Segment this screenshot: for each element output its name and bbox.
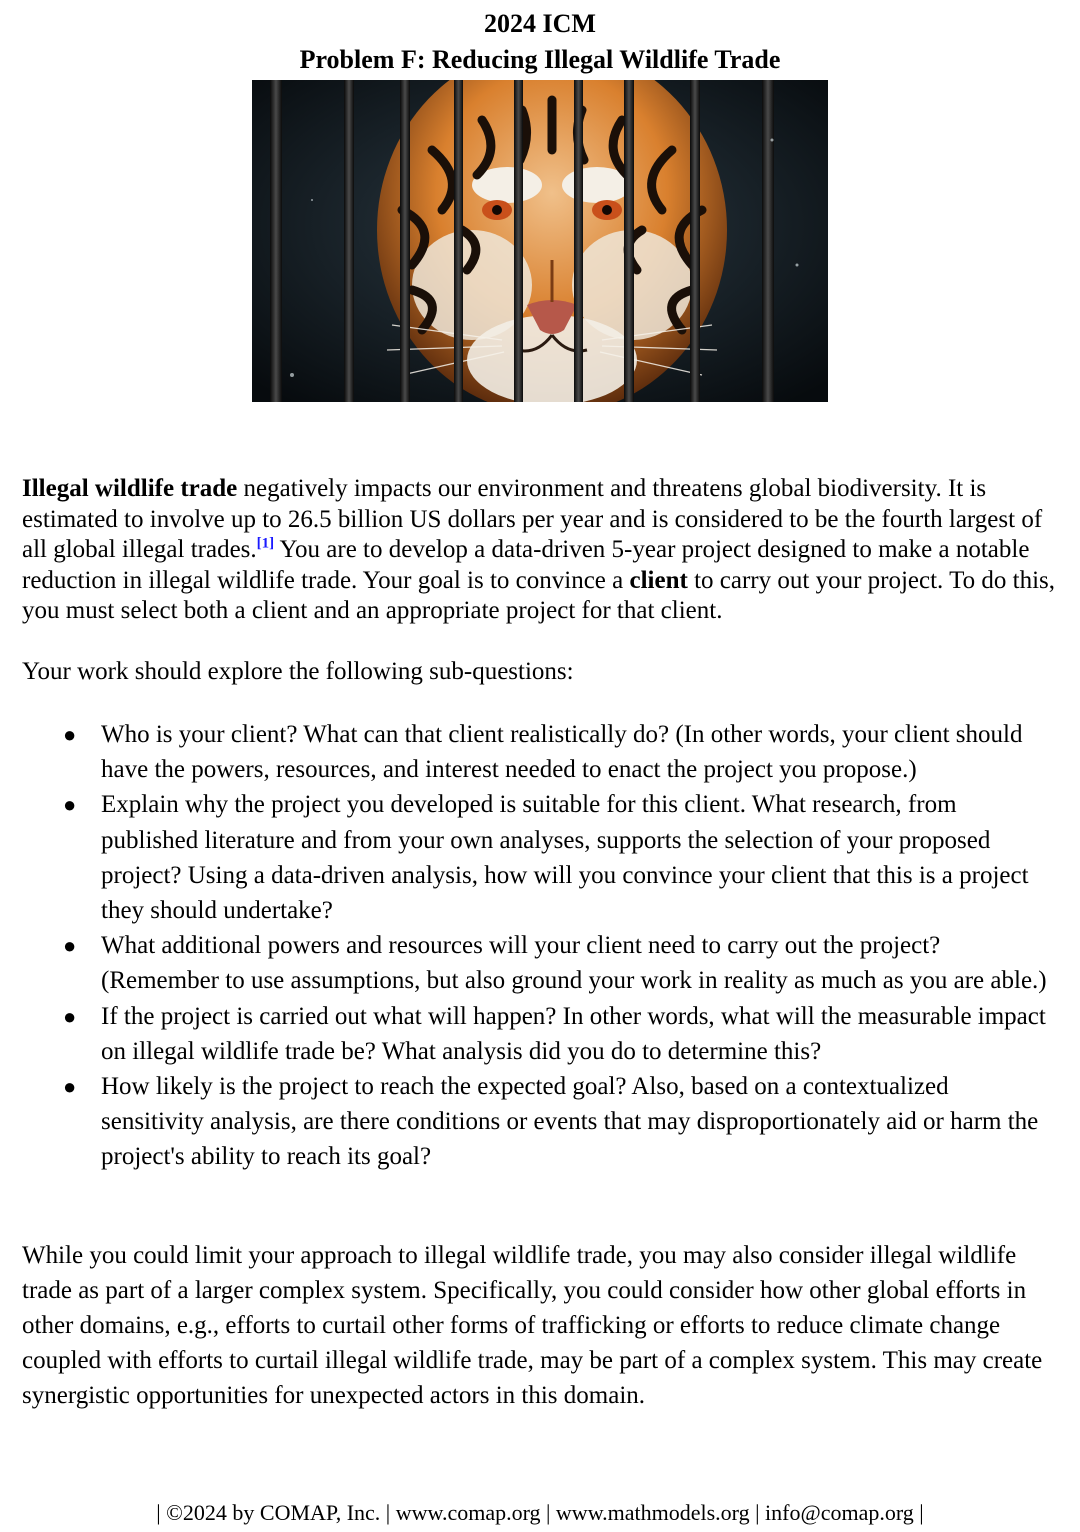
page-title: 2024 ICM — [484, 9, 596, 38]
subquestion-text: Explain why the project you developed is suitable for this client. What research, from published literature and from your own analyses, supports the selection of your proposed project? Using a data-driven analysis, how will you convince your client that this is a project they should undertake? — [101, 791, 1029, 925]
bullet-icon: ● — [63, 792, 77, 818]
subquestions-intro: Your work should explore the following sub-questions: — [22, 658, 574, 685]
closing-paragraph: While you could limit your approach to illegal wildlife trade, you may also consider illegal wildlife trade as part of a larger complex system. Specifically, you could consider how other global efforts in other domains, e.g., efforts to curtail other forms of trafficking or efforts to reduce climate change coupled with efforts to curtail illegal wildlife trade, may be part of a complex system. This may create synergistic opportunities for unexpected actors in this domain. — [22, 1242, 1043, 1409]
subquestion-text: Who is your client? What can that client realistically do? (In other words, your client should have the powers, resources, and interest needed to enact the project you propose.) — [101, 721, 1023, 784]
list-item — [0, 928, 1080, 998]
intro-bold-lead: Illegal wildlife trade — [22, 475, 238, 502]
bullet-icon: ● — [63, 1074, 77, 1100]
intro-text-a: negatively impacts our environment and threatens global biodiversity. It is estimated to involve up to 26.5 billion US dollars per year and is considered to be the fourth largest of all global illegal trades. — [22, 475, 1043, 563]
subquestions-list — [0, 717, 1080, 1175]
intro-bold-client: client — [629, 566, 688, 594]
list-item — [0, 787, 1080, 928]
bullet-icon: ● — [63, 933, 77, 959]
tiger-cage-image — [252, 80, 828, 402]
citation-link[interactable]: [1] — [256, 535, 275, 552]
intro-paragraph — [22, 474, 1058, 627]
subquestion-text: If the project is carried out what will happen? In other words, what will the measurable impact on illegal wildlife trade be? What analysis did you do to determine this? — [101, 1002, 1046, 1065]
problem-title: Problem F: Reducing Illegal Wildlife Trade — [299, 45, 781, 74]
subquestion-text: How likely is the project to reach the expected goal? Also, based on a contextualized sensitivity analysis, are there conditions or events that may disproportionately aid or harm the project's ability to reach its goal? — [101, 1073, 1039, 1171]
intro-text-c: to carry out your project. To do this, you must select both a client and an appropriate project for that client. — [22, 566, 1055, 624]
list-item — [0, 1069, 1080, 1175]
bullet-icon: ● — [63, 722, 77, 747]
list-item — [0, 999, 1080, 1069]
footer-contact: | ©2024 by COMAP, Inc. | www.comap.org | www.mathmodels.org | info@comap.org | — [156, 1500, 924, 1525]
bullet-icon: ● — [63, 1003, 77, 1029]
intro-text-b: You are to develop a data-driven 5-year project designed to make a notable reduction in illegal wildlife trade. Your goal is to convince a — [22, 536, 1030, 594]
list-item — [0, 717, 1080, 787]
subquestion-text: What additional powers and resources will your client need to carry out the project? (Remember to use assumptions, but also ground your work in reality as much as you are able.) — [101, 932, 1047, 995]
